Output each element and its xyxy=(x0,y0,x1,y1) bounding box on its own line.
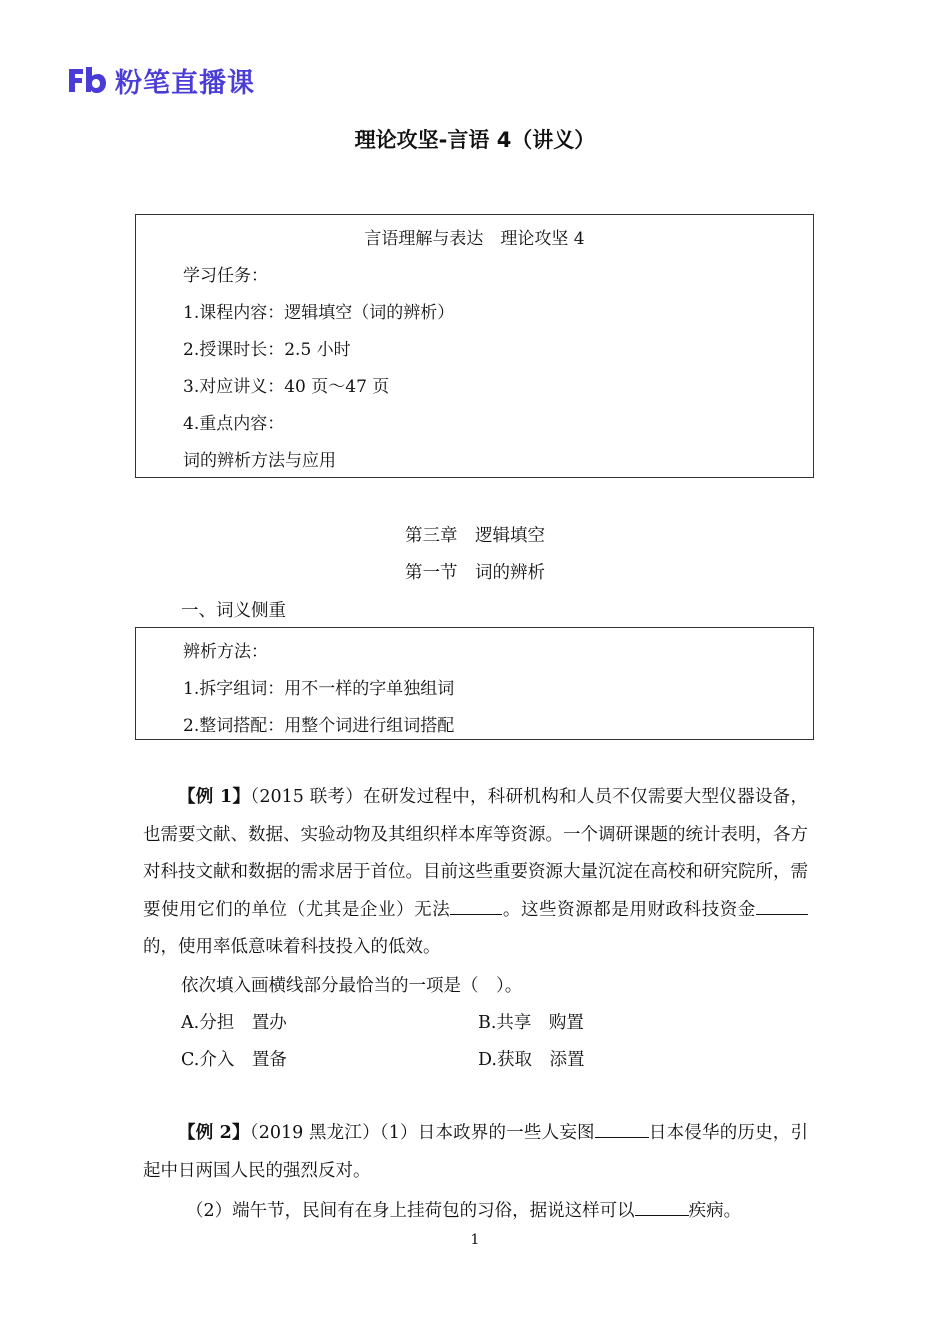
brand-logo xyxy=(67,60,255,100)
example-1-source: （2015 联考） xyxy=(250,787,364,807)
method-item: 1.拆字组词：用不一样的字单独组词 xyxy=(183,679,455,699)
example-1-question: 依次填入画横线部分最恰当的一项是（ ）。 xyxy=(181,976,523,996)
answer-blank xyxy=(595,1137,649,1138)
example-2-text xyxy=(143,1115,808,1190)
answer-blank xyxy=(756,914,808,915)
brand-name: 粉笔直播课 xyxy=(115,67,255,99)
page-number: 1 xyxy=(470,1232,480,1248)
task-item: 4.重点内容： xyxy=(183,414,285,434)
example-1-body-a: 在研发过程中，科研机构和人员不仅需要大型仪器设备，也需要文献、数据、实验动物及其组织样本库等资源。一个调研课题的统计表明，各方对科技文献和数据的需求居于首位。目前这些重要资源大量沉淀在高校和研究院所，需要使用它们的单位（尤其是企业）无法 xyxy=(143,787,808,920)
option-c: C.介入 置备 xyxy=(181,1050,287,1070)
example-2-s1-a: （1）日本政界的一些人妄图 xyxy=(379,1123,595,1143)
chapter-heading: 第三章 逻辑填空 xyxy=(405,526,545,546)
answer-blank xyxy=(450,914,502,915)
example-2-sentence-2 xyxy=(186,1197,741,1222)
option-a: A.分担 置办 xyxy=(181,1013,287,1033)
example-1-tag: 【例 1】 xyxy=(178,787,251,807)
example-2-source: （2019 黑龙江） xyxy=(249,1123,380,1143)
option-d: D.获取 添置 xyxy=(478,1050,585,1070)
example-2-s2-b: 疾病。 xyxy=(688,1201,742,1221)
task-item: 1.课程内容：逻辑填空（词的辨析） xyxy=(183,303,455,323)
option-b: B.共享 购置 xyxy=(478,1013,584,1033)
fb-logo-icon xyxy=(67,65,107,95)
example-1-text xyxy=(143,779,808,967)
task-item: 3.对应讲义：40 页～47 页 xyxy=(183,377,390,397)
example-2-s2-a: （2）端午节，民间有在身上挂荷包的习俗，据说这样可以 xyxy=(186,1201,635,1221)
example-2-tag: 【例 2】 xyxy=(178,1123,250,1143)
example-1-body-b: 。这些资源都是用财政科技资金 xyxy=(502,899,756,920)
task-item: 词的辨析方法与应用 xyxy=(183,451,336,471)
example-1-body-c: 的，使用率低意味着科技投入的低效。 xyxy=(143,937,441,957)
method-item: 2.整词搭配：用整个词进行组词搭配 xyxy=(183,716,455,736)
task-box-heading: 言语理解与表达 理论攻坚 4 xyxy=(364,229,585,249)
example-2-s1-b: 日本侵华的历史，引起中日两国人民的强烈反对。 xyxy=(143,1123,808,1181)
task-label: 学习任务： xyxy=(183,266,268,286)
subsection-heading: 一、词义侧重 xyxy=(181,601,286,621)
answer-blank xyxy=(635,1215,689,1216)
page-title: 理论攻坚-言语 4（讲义） xyxy=(354,128,596,152)
method-box xyxy=(135,627,814,740)
task-item: 2.授课时长：2.5 小时 xyxy=(183,340,351,360)
section-heading: 第一节 词的辨析 xyxy=(405,563,545,583)
method-label: 辨析方法： xyxy=(183,642,268,662)
study-task-box xyxy=(135,214,814,478)
